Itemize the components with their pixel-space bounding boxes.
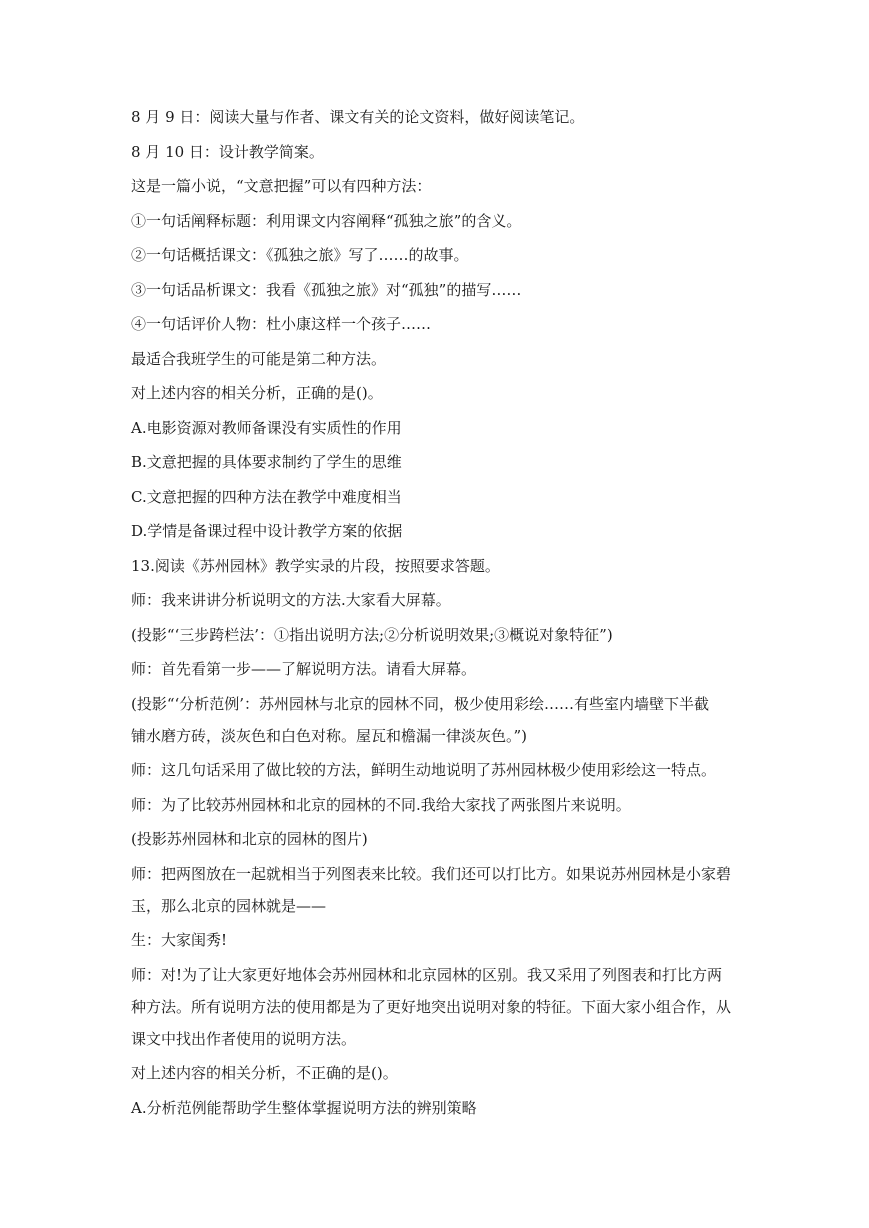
- projection-line: (投影苏州园林和北京的园林的图片): [131, 830, 368, 848]
- schedule-line-aug9: 8 月 9 日：阅读大量与作者、课文有关的论文资料，做好阅读笔记。: [131, 108, 585, 126]
- method-3: ③一句话品析课文：我看《孤独之旅》对“孤独”的描写……: [131, 280, 522, 299]
- projection-line-continued: 铺水磨方砖，淡灰色和白色对称。屋瓦和檐漏一律淡灰色。”): [131, 726, 528, 745]
- question-12-option-b: B.文意把握的具体要求制约了学生的思维: [131, 453, 402, 471]
- dialogue-line: 师：为了比较苏州园林和北京的园林的不同.我给大家找了两张图片来说明。: [131, 795, 631, 814]
- method-1: ①一句话阐释标题：利用课文内容阐释“孤独之旅”的含义。: [131, 211, 522, 230]
- dialogue-line: 师：把两图放在一起就相当于列图表来比较。我们还可以打比方。如果说苏州园林是小家碧: [131, 864, 732, 883]
- dialogue-line-continued: 种方法。所有说明方法的使用都是为了更好地突出说明对象的特征。下面大家小组合作，从: [131, 997, 732, 1016]
- dialogue-line: 师：首先看第一步——了解说明方法。请看大屏幕。: [131, 660, 477, 678]
- schedule-line-aug10: 8 月 10 日：设计教学简案。: [131, 142, 324, 161]
- method-2: ②一句话概括课文：《孤独之旅》写了……的故事。: [131, 246, 469, 264]
- dialogue-line: 师：我来讲讲分析说明文的方法.大家看大屏幕。: [131, 591, 451, 609]
- dialogue-line: 师：对!为了让大家更好地体会苏州园林和北京园林的区别。我又采用了列图表和打比方两: [131, 965, 723, 984]
- projection-line: (投影“‘分析范例’：苏州园林与北京的园林不同，极少使用彩绘……有些室内墙壁下半截: [131, 694, 710, 713]
- question-12-option-c: C.文意把握的四种方法在教学中难度相当: [131, 487, 402, 506]
- projection-line: (投影“‘三步跨栏法’：①指出说明方法;②分析说明效果;③概说对象特征”): [131, 625, 613, 644]
- document-body: [131, 107, 741, 1132]
- dialogue-line-continued: 玉，那么北京的园林就是——: [131, 896, 327, 915]
- question-13-heading: 13.阅读《苏州园林》教学实录的片段，按照要求答题。: [131, 556, 500, 575]
- question-12-option-d: D.学情是备课过程中设计教学方案的依据: [131, 522, 403, 540]
- question-13-stem: 对上述内容的相关分析，不正确的是()。: [131, 1064, 398, 1082]
- question-12-option-a: A.电影资源对教师备课没有实质性的作用: [131, 418, 402, 437]
- question-12-stem: 对上述内容的相关分析，正确的是()。: [131, 384, 383, 402]
- question-13-option-a: A.分析范例能帮助学生整体掌握说明方法的辨别策略: [131, 1098, 477, 1117]
- student-reply: 生：大家闺秀!: [131, 931, 228, 949]
- text-line-conclusion: 最适合我班学生的可能是第二种方法。: [131, 349, 387, 368]
- dialogue-line-continued: 课文中找出作者使用的说明方法。: [131, 1029, 357, 1048]
- method-4: ④一句话评价人物：杜小康这样一个孩子……: [131, 315, 432, 333]
- text-line-intro: 这是一篇小说，“文意把握”可以有四种方法：: [131, 177, 432, 195]
- dialogue-line: 师：这几句话采用了做比较的方法，鲜明生动地说明了苏州园林极少使用彩绘这一特点。: [131, 761, 717, 779]
